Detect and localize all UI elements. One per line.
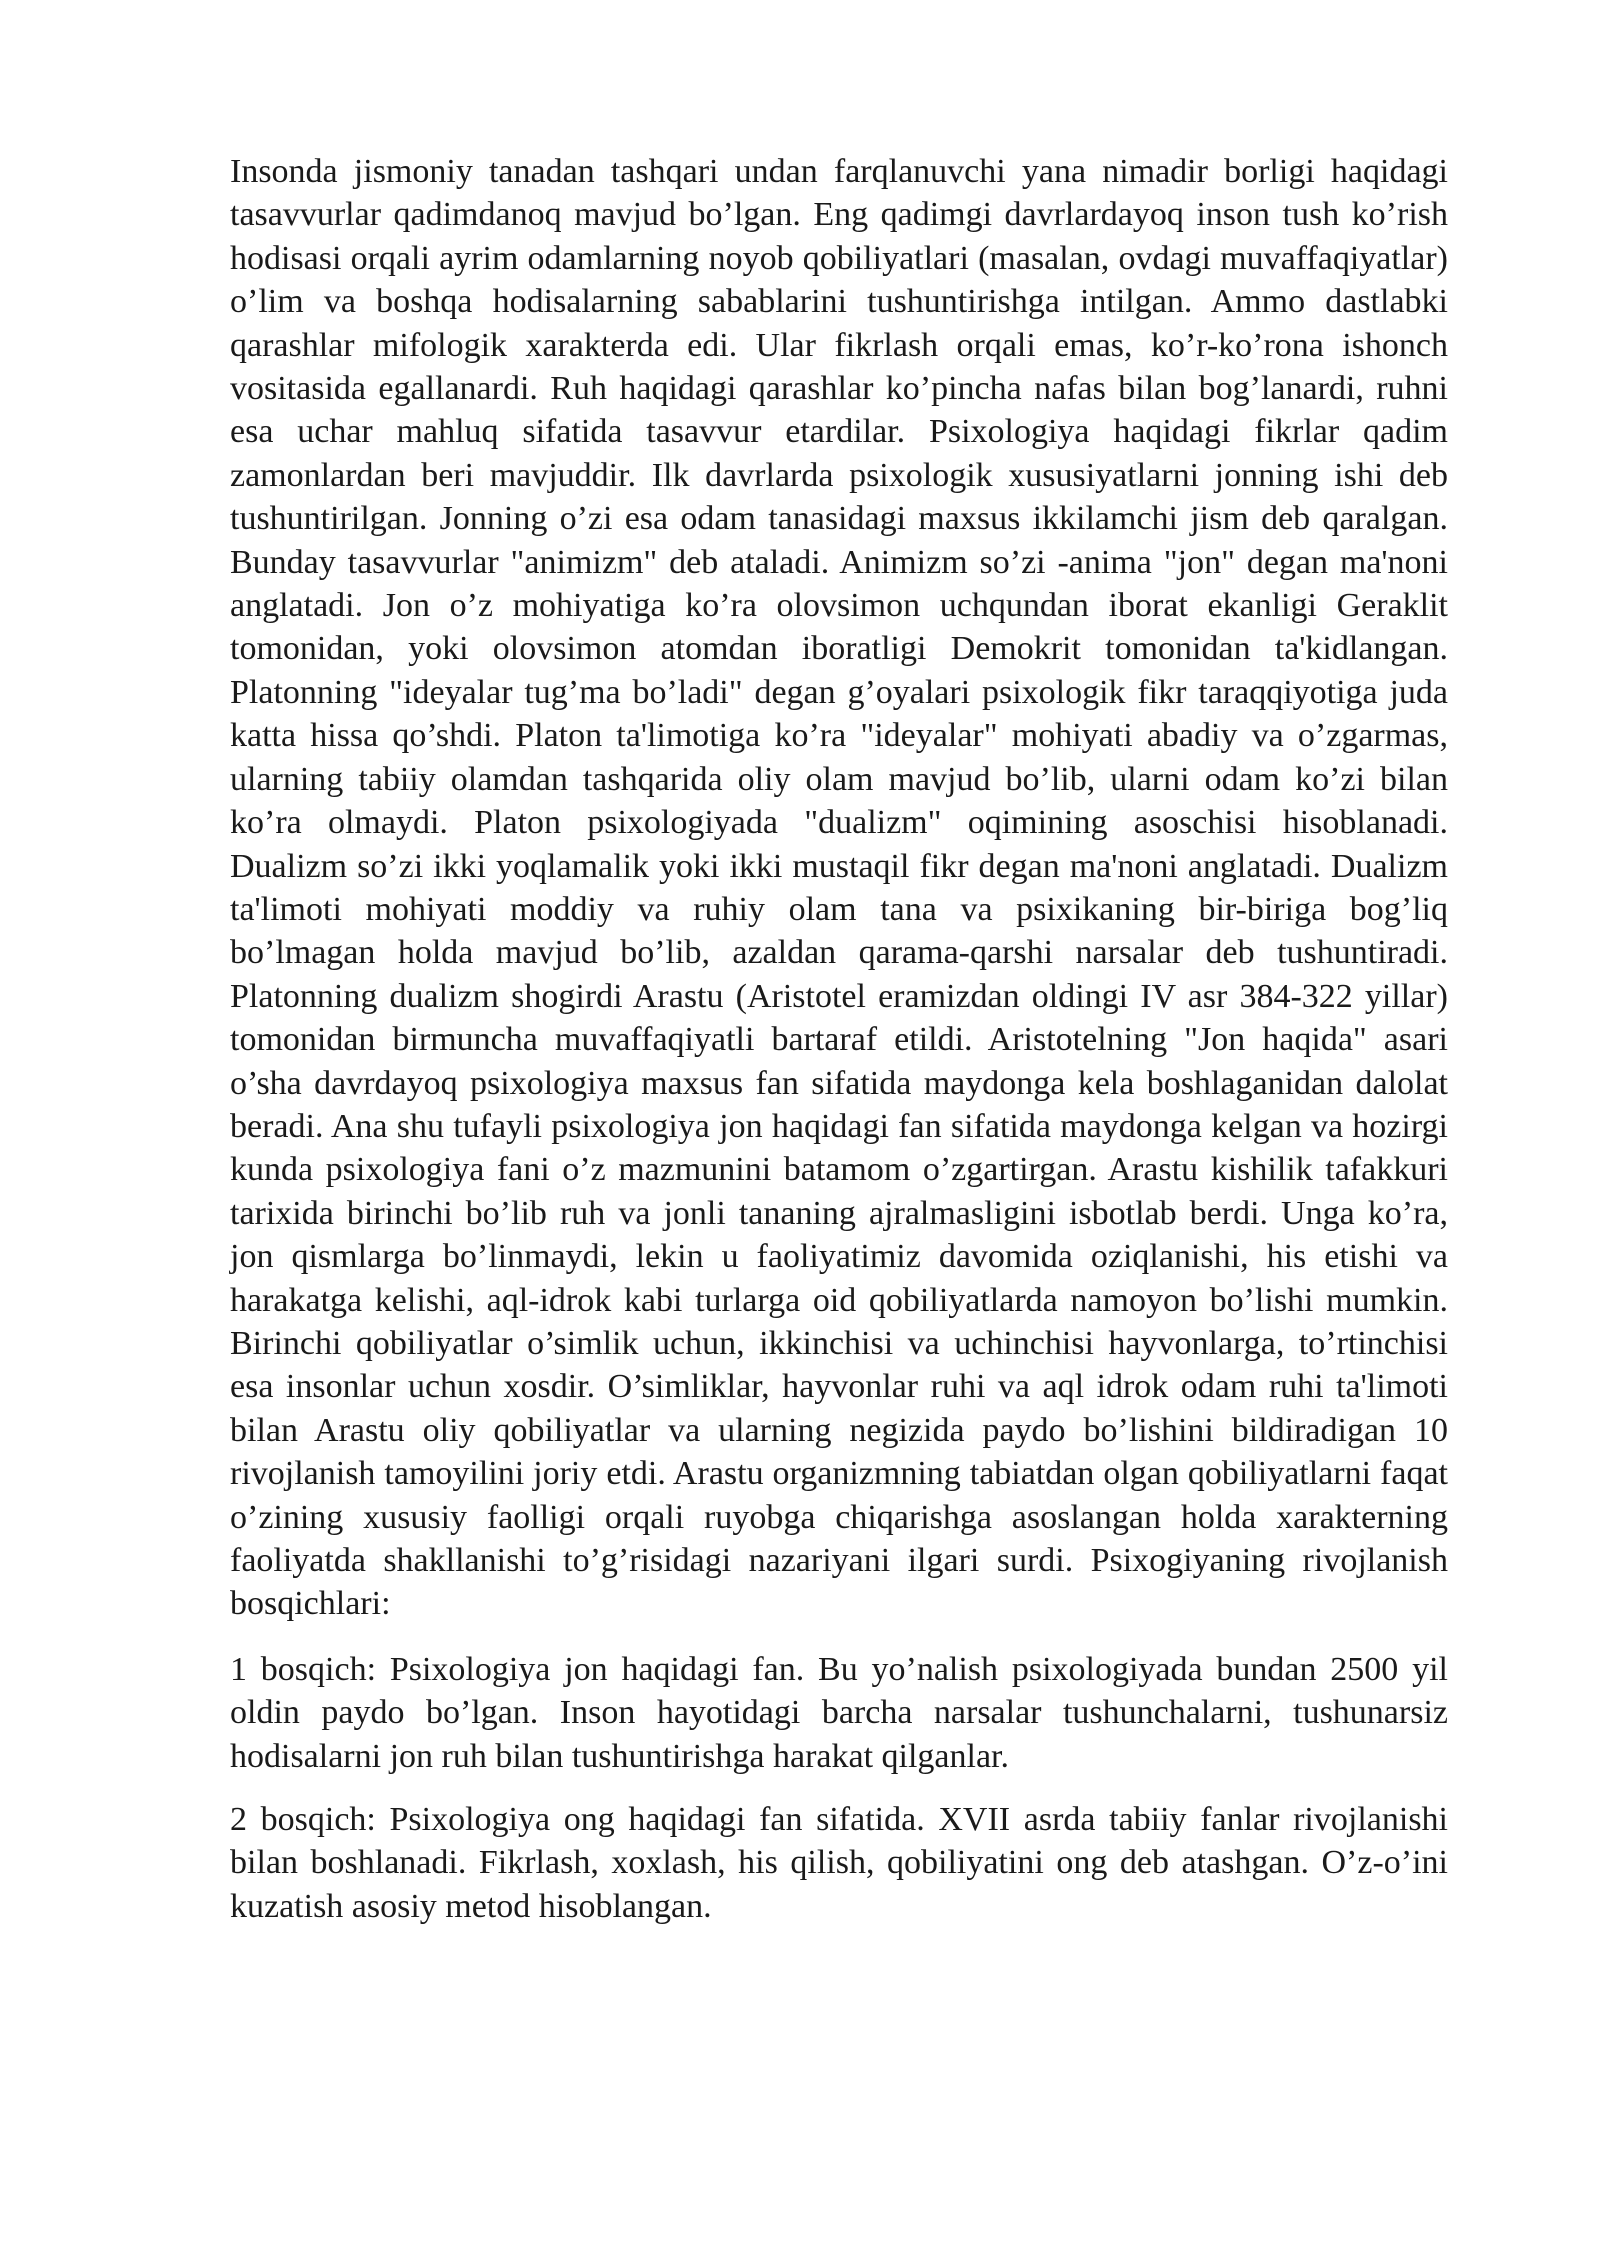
paragraph-stage-1: 1 bosqich: Psixologiya jon haqidagi fan. Bu yo’nalish psixologiyada bundan 2500 yil oldin paydo bo’lgan. Inson hayotidagi barcha narsalar tushunchalarni, tushunarsiz hodisalarni jon ruh bilan tushuntirishga harakat qilganlar. <box>230 1650 1448 1775</box>
document-page <box>230 150 1448 1948</box>
paragraph-stage-2: 2 bosqich: Psixologiya ong haqidagi fan sifatida. XVII asrda tabiiy fanlar rivojlanishi bilan boshlanadi. Fikrlash, xoxlash, his qilish, qobiliyatini ong deb atashgan. O’z-o’ini kuzatish asosiy metod hisoblangan. <box>230 1801 1448 1925</box>
paragraph-history-of-psychology: Insonda jismoniy tanadan tashqari undan farqlanuvchi yana nimadir borligi haqidagi tasavvurlar qadimdanoq mavjud bo’lgan. Eng qadimgi davrlardayoq inson tush ko’rish hodisasi orqali ayrim odamlarning noyob qobiliyatlari (masalan, ovdagi muvaffaqiyatlar) o’lim va boshqa hodisalarning sabablarini tushuntirishga intilgan. Ammo dastlabki qarashlar mifologik xarakterda edi. Ular fikrlash orqali emas, ko’r-ko’rona ishonch vositasida egallanardi. Ruh haqidagi qarashlar ko’pincha nafas bilan bog’lanardi, ruhni esa uchar mahluq sifatida tasavvur etardilar. Psixologiya haqidagi fikrlar qadim zamonlardan beri mavjuddir. Ilk davrlarda psixologik xususiyatlarni jonning ishi deb tushuntirilgan. Jonning o’zi esa odam tanasidagi maxsus ikkilamchi jism deb qaralgan. Bunday tasavvurlar "animizm" deb ataladi. Animizm so’zi -anima "jon" degan ma'noni anglatadi. Jon o’z mohiyatiga ko’ra olovsimon uchqundan iborat ekanligi Geraklit tomonidan, yoki olovsimon atomdan iboratligi Demokrit tomonidan ta'kidlangan. Platonning "ideyalar tug’ma bo’ladi" degan g’oyalari psixologik fikr taraqqiyotiga juda katta hissa qo’shdi. Platon ta'limotiga ko’ra "ideyalar" mohiyati abadiy va o’zgarmas, ularning tabiiy olamdan tashqarida oliy olam mavjud bo’lib, ularni odam ko’zi bilan ko’ra olmaydi. Platon psixologiyada "dualizm" oqimining asoschisi hisoblanadi. Dualizm so’zi ikki yoqlamalik yoki ikki mustaqil fikr degan ma'noni anglatadi. Dualizm ta'limoti mohiyati moddiy va ruhiy olam tana va psixikaning bir-biriga bog’liq bo’lmagan holda mavjud bo’lib, azaldan qarama-qarshi narsalar deb tushuntiradi. Platonning dualizm shogirdi Arastu (Aristotel eramizdan oldingi IV asr 384-322 yillar) tomonidan birmuncha muvaffaqiyatli bartaraf etildi. Aristotelning "Jon haqida" asari o’sha davrdayoq psixologiya maxsus fan sifatida maydonga kela boshlaganidan dalolat beradi. Ana shu tufayli psixologiya jon haqidagi fan sifatida maydonga kelgan va hozirgi kunda psixologiya fani o’z mazmunini batamom o’zgartirgan. Arastu kishilik tafakkuri tarixida birinchi bo’lib ruh va jonli tananing ajralmasligini isbotlab berdi. Unga ko’ra, jon qismlarga bo’linmaydi, lekin u faoliyatimiz davomida oziqlanishi, his etishi va harakatga kelishi, aql-idrok kabi turlarga oid qobiliyatlarda namoyon bo’lishi mumkin. Birinchi qobiliyatlar o’simlik uchun, ikkinchisi va uchinchisi hayvonlarga, to’rtinchisi esa insonlar uchun xosdir. O’simliklar, hayvonlar ruhi va aql idrok odam ruhi ta'limoti bilan Arastu oliy qobiliyatlar va ularning negizida paydo bo’lishini bildiradigan 10 rivojlanish tamoyilini joriy etdi. Arastu organizmning tabiatdan olgan qobiliyatlarni faqat o’zining xususiy faolligi orqali ruyobga chiqarishga asoslangan holda xarakterning faoliyatda shakllanishi to’g’risidagi nazariyani ilgari surdi. Psixogiyaning rivojlanish bosqichlari: <box>230 153 1448 1623</box>
